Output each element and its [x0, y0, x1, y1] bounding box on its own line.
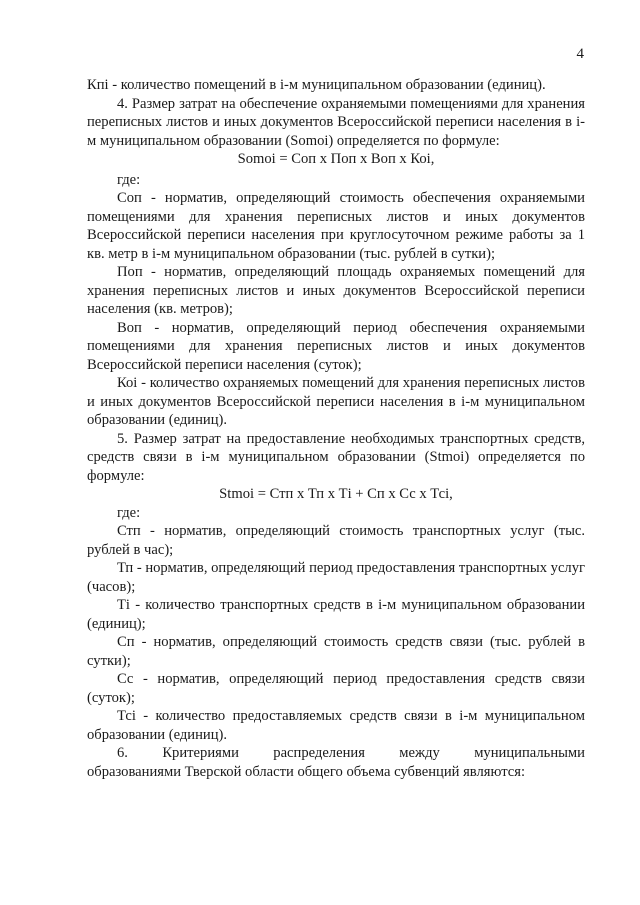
definition-sp: Сп - норматив, определяющий стоимость средств связи (тыс. рублей в сутки); [87, 634, 585, 669]
definition-stp: Стп - норматив, определяющий стоимость транспортных услуг (тыс. рублей в час); [87, 523, 585, 558]
paragraph-6-first-line [87, 744, 585, 763]
p6-word: распределения [273, 745, 365, 761]
definition-pop: Поп - норматив, определяющий площадь охраняемых помещений для хранения переписных листов и иных документов Всероссийской переписи населения (кв. метров); [87, 264, 585, 317]
where-label-1: где: [117, 171, 141, 188]
paragraph-6-continuation: образованиями Тверской области общего объема субвенций являются: [87, 763, 526, 780]
paragraph-5: 5. Размер затрат на предоставление необходимых транспортных средств, средств связи в i-м муниципальном образовании (Stmoi) определяется по формуле: [87, 430, 585, 484]
definition-tp: Тп - норматив, определяющий период предоставления транспортных услуг (часов); [87, 560, 585, 595]
paragraph-kpi-definition: Кпi - количество помещений в i-м муниципальном образовании (единиц). [87, 77, 546, 93]
p6-word: между [399, 745, 440, 761]
where-label-2: где: [117, 504, 141, 521]
page-number: 4 [576, 46, 584, 62]
formula-stmoi: Stmoi = Стп х Тп х Тi + Сп х Сс х Тсi, [219, 486, 453, 502]
document-body [87, 76, 585, 781]
definition-sop: Соп - норматив, определяющий стоимость обеспечения охраняемыми помещениями для хранения переписных листов и иных документов Всероссийской переписи населения при круглосуточном режиме работы за 1 кв. метр в i-м муниципальном образовании (тыс. рублей в сутки); [87, 190, 585, 262]
p6-word: муниципальными [474, 745, 585, 761]
definition-koi: Коi - количество охраняемых помещений для хранения переписных листов и иных документов Всероссийской переписи населения в i-м муниципальном образовании (единиц). [87, 375, 585, 428]
paragraph-4: 4. Размер затрат на обеспечение охраняемыми помещениями для хранения переписных листов и иных документов Всероссийской переписи населения в i-м муниципальном образовании (Sоmоi) определяется по формуле: [87, 95, 585, 149]
definition-tsi: Тсi - количество предоставляемых средств связи в i-м муниципальном образовании (единиц). [87, 708, 585, 743]
p6-word: 6. [117, 745, 128, 761]
formula-somoi: Sоmоi = Соп х Поп х Воп х Коi, [237, 151, 435, 167]
definition-vop: Воп - норматив, определяющий период обеспечения охраняемыми помещениями для хранения переписных листов и иных документов Всероссийской переписи населения (суток); [87, 319, 585, 373]
p6-word: Критериями [162, 745, 239, 761]
definition-ss: Сс - норматив, определяющий период предоставления средств связи (суток); [87, 671, 585, 706]
definition-ti: Тi - количество транспортных средств в i-м муниципальном образовании (единиц); [87, 597, 585, 632]
